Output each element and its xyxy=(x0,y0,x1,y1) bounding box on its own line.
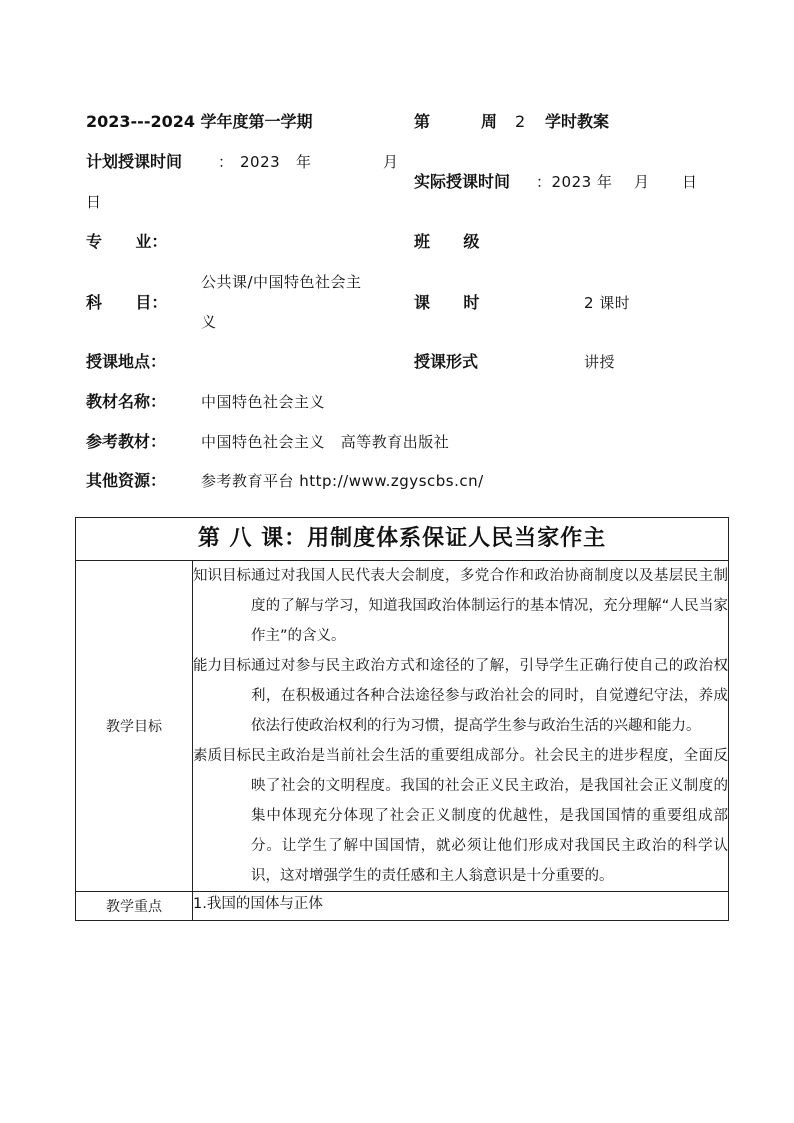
reference-label: 参考教材： xyxy=(86,432,167,451)
actual-time-label: 实际授课时间 xyxy=(414,172,511,191)
goals-cell xyxy=(193,561,729,892)
week-unit: 周 xyxy=(481,112,498,131)
textbook-label: 教材名称： xyxy=(86,392,167,411)
actual-month-char: 月 xyxy=(634,173,650,191)
planned-year: 2023 xyxy=(240,153,281,171)
period-label: 课 时 xyxy=(414,293,480,312)
planned-time-label: 计划授课时间 xyxy=(86,152,183,171)
major-label: 专 业： xyxy=(86,232,168,251)
planned-month-char: 月 xyxy=(383,153,399,171)
knowledge-goal xyxy=(193,561,728,651)
goal-text: 民主政治是当前社会生活的重要组成部分。社会民主的进步程度，全面反映了社会的文明程度。我国的社会正义民主政治，是我国社会正义制度的集中体现充分体现了社会正义制度的优越性，是我国国情的重要组成部分。让学生了解中国国情，就必须让他们形成对我国民主政治的科学认识，这对增强学生的责任感和主人翁意识是十分重要的。 xyxy=(251,748,729,884)
focus-label: 教学重点 xyxy=(76,892,193,921)
subject-label: 科 目： xyxy=(86,293,168,312)
quality-goal xyxy=(193,741,728,891)
lesson-title: 第 八 课：用制度体系保证人民当家作主 xyxy=(76,518,729,561)
planned-day-char: 日 xyxy=(86,193,102,211)
goal-text: 通过对我国人民代表大会制度，多党合作和政治协商制度以及基层民主制度的了解与学习，知道我国政治体制运行的基本情况，充分理解“人民当家作主”的含义。 xyxy=(251,568,729,644)
goal-text: 通过对参与民主政治方式和途径的了解，引导学生正确行使自己的政治权利，在积极通过各种合法途径参与政治社会的同时，自觉遵纪守法，养成依法行使政治权利的行为习惯，提高学生参与政治生活的兴趣和能力。 xyxy=(251,658,729,734)
resource-label: 其他资源： xyxy=(86,471,167,490)
planned-year-char: 年 xyxy=(296,153,312,171)
ability-goal xyxy=(193,651,728,741)
goal-label: 知识目标 xyxy=(193,568,251,584)
class-label: 班 级 xyxy=(414,232,480,251)
subject-value-line1: 公共课/中国特色社会主 xyxy=(201,273,362,291)
reference-value: 中国特色社会主义 高等教育出版社 xyxy=(201,433,450,451)
form-value: 讲授 xyxy=(584,353,616,371)
plan-label: 学时教案 xyxy=(545,112,610,131)
focus-text: 1.我国的国体与正体 xyxy=(193,892,729,921)
place-label: 授课地点： xyxy=(86,352,167,371)
period-value: 2 课时 xyxy=(584,294,631,312)
week-label: 第 xyxy=(414,112,431,131)
goal-label: 能力目标 xyxy=(193,658,251,674)
subject-value-line2: 义 xyxy=(201,313,217,331)
hours-value: 2 xyxy=(515,112,526,131)
lesson-table xyxy=(75,517,729,921)
resource-value: 参考教育平台 http://www.zgyscbs.cn/ xyxy=(201,472,484,490)
actual-day-char: 日 xyxy=(682,173,698,191)
goals-label: 教学目标 xyxy=(76,561,193,892)
actual-time-value: ：2023 年 xyxy=(536,173,613,191)
textbook-value: 中国特色社会主义 xyxy=(201,393,326,411)
form-label: 授课形式 xyxy=(414,352,479,371)
planned-colon: ： xyxy=(218,153,234,171)
term-title: 2023---2024 学年度第一学期 xyxy=(86,112,313,131)
goal-label: 素质目标 xyxy=(193,748,251,764)
